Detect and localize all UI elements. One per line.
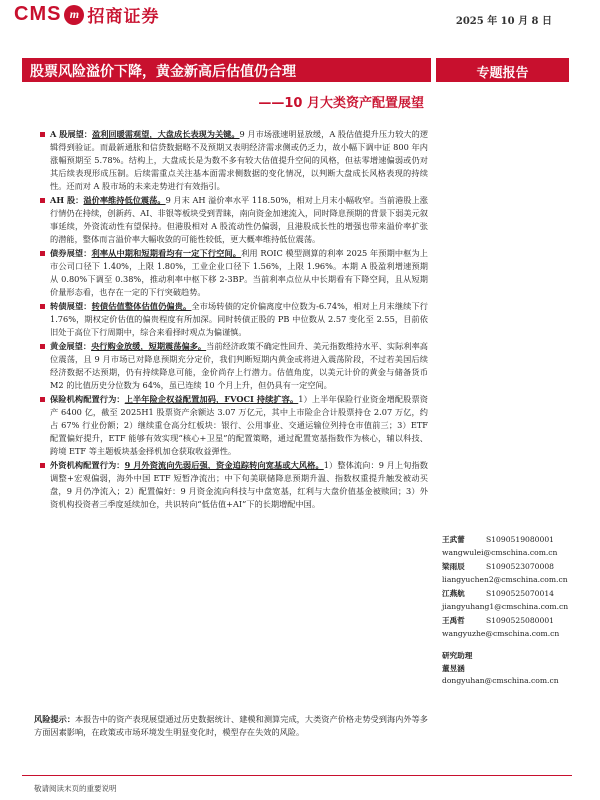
risk-head: 风险提示：: [34, 714, 76, 724]
section-lead: 盈利回暖需观望，大盘成长表现为关键。: [92, 129, 240, 139]
analyst-entry: [442, 561, 582, 586]
section-head: 黄金展望：: [50, 341, 92, 351]
section-gold: [50, 340, 428, 392]
section-a-share: [50, 128, 428, 193]
bullet-icon: [40, 198, 45, 203]
logo-chinese: 招商证券: [87, 7, 160, 27]
assistant-email: dongyuhan@cmschina.com.cn: [442, 676, 559, 685]
analyst-name: 梁雨辰: [442, 562, 465, 571]
cms-logo: [14, 2, 159, 27]
bullet-icon: [40, 344, 45, 349]
section-lead: 9 月外资流向先弱后强，资金追踪转向宽基或大风格。: [124, 460, 324, 470]
analyst-email: liangyuchen2@cmschina.com.cn: [442, 574, 568, 584]
section-lead: 央行购金放缓，短期震荡偏多。: [91, 341, 207, 351]
footer-note: 敬请阅读末页的重要说明: [34, 784, 117, 793]
section-body: 利用 ROIC 模型测算的利率 2025 年预期中枢为上市公司口径下 1.40%，上限 1.80%，工业企业口径下 1.56%，上限 1.96%。本期 A 股盈利增速预期从 0.80%下调至 0.38%，推动利率中枢下移 2-3BP。当前利率点位从中长期看有下降空间，且从短期价量形态看，也存在一定的下行突破趋势。: [50, 248, 428, 297]
logo-mark-icon: m: [64, 5, 84, 25]
bullet-icon: [40, 304, 45, 309]
section-insurance: [50, 393, 428, 458]
section-head: 外资机构配置行为：: [50, 460, 125, 470]
footer-divider: [22, 775, 572, 776]
bullet-icon: [40, 132, 45, 137]
analyst-entry: [442, 588, 582, 613]
analyst-panel: [442, 534, 582, 688]
report-subtitle: ——10 月大类资产配置展望: [258, 96, 424, 111]
assistant-title: 研究助理: [442, 651, 473, 660]
section-head: 保险机构配置行为：: [50, 394, 125, 404]
bullet-icon: [40, 463, 45, 468]
analyst-entry: [442, 615, 582, 640]
title-bar: [22, 58, 431, 82]
summary-body: [50, 128, 428, 512]
report-type: 专题报告: [476, 66, 529, 81]
analyst-name: 王禹哲: [442, 616, 465, 625]
bullet-icon: [40, 251, 45, 256]
section-head: 转债展望：: [50, 301, 92, 311]
bullet-icon: [40, 397, 45, 402]
section-lead: 上半年险企权益配置加码，FVOCI 持续扩容。: [124, 394, 299, 404]
section-ah-share: [50, 194, 428, 246]
section-body: 当前经济政策不确定性回升、美元指数维持水平、实际利率高位震荡，且 9 月市场已对降息预期充分定价，我们判断短期内黄金或将进入震荡阶段，不过若美国后续经济数据不达预期，仍有持续降息可能，金价尚存上行潜力。估值角度，以美元计价的黄金与储备货币 M2 的比值历史分位数为 64%，虽已连续 10 个月上升，但仍具有一定空间。: [50, 341, 428, 390]
analyst-email: wangyuzhe@cmschina.com.cn: [442, 628, 560, 638]
analyst-cert: S1090523070008: [486, 562, 555, 571]
analyst-email: jiangyuhang1@cmschina.com.cn: [442, 601, 569, 611]
section-body: 1）整体流向：9 月上旬指数调整+宏观偏弱，海外中国 ETF 短暂净流出；中下旬美联储降息预期升温、指数权重提升触发被动买盘，9 月仍净流入；2）配置偏好：9 月资金流向科技与中盘宽基，红利与大盘价值基金被赎回；3）外资机构投资者三季度延续加仓，共识转向“低估值+AI”下的长期增配中国。: [50, 460, 428, 509]
section-lead: 转债估值整体估值仍偏贵。: [91, 301, 192, 311]
section-body: 全市场转债的定价偏离度中位数为-6.74%，相对上月末继续下行 1.76%，期权定价估值的偏贵程度有所加深。同时转债正股的 PB 中位数从 2.57 变化至 2.55，目前依旧处于高位下行周期中，综合来看择时观点为偏谨慎。: [50, 301, 428, 337]
section-body: 1）上半年保险行业资金增配股票资产 6400 亿，截至 2025H1 股票资产余额达 3.07 万亿元，其中上市险企合计股票持仓 2.07 万亿，约占 67% 行业份额；2）继续重仓高分红板块：银行、公用事业、交通运输位列持仓市值前三；3）ETF 配置偏好提升，ETF 能够有效实现“核心+卫星”的配置策略，通过配置宽基指数作为核心，辅以科技、跨境 ETF 等主题板块基金择机加仓获取收益弹性。: [50, 394, 428, 456]
section-head: 债券展望：: [50, 248, 92, 258]
report-header: [0, 0, 600, 50]
section-bonds: [50, 247, 428, 299]
section-head: AH 股：: [50, 195, 84, 205]
assistant-name: 董昱涵: [442, 663, 465, 673]
section-body: 9 月末 AH 溢价率水平 118.50%，相对上月末小幅收窄。当前港股上涨行情仍在持续，创新药、AI、非银等板块受到青睐，南向资金加速流入，同时降息预期的背景下弱美元叙事延续，外资流动性有望保持。但港股相对 A 股流动性仍偏弱，且港股成长性的增强也带来溢价率扩张的潜能，整体而言溢价率大幅收敛的可能性较低，更大概率维持低位震荡。: [50, 195, 428, 244]
analyst-name: 江燕航: [442, 589, 465, 598]
risk-body: 本报告中的资产表现展望通过历史数据统计、建模和测算完成，大类资产价格走势受到海内外等多方面因素影响，在政策或市场环境发生明显变化时，模型存在失效的风险。: [34, 714, 428, 737]
analyst-email: wangwulei@cmschina.com.cn: [442, 547, 558, 557]
section-head: A 股展望：: [50, 129, 92, 139]
section-foreign: [50, 459, 428, 511]
section-lead: 利率从中期和短期看均有一定下行空间。: [91, 248, 242, 258]
analyst-cert: S1090525080001: [486, 616, 555, 625]
analyst-entry: [442, 534, 582, 559]
report-title: 股票风险溢价下降，黄金新高后估值仍合理: [30, 64, 296, 80]
risk-warning: [34, 713, 428, 739]
section-body: 9 月市场涨速明显放缓，A 股估值提升压力较大的逻辑得到验证。而最新通胀和信贷数据略不及预期又表明经济需求侧或仍乏力，故小幅下调中证 800 年内涨幅预期至 5.78%。结构上，大盘成长是为数不多有较大估值提升空间的风格，但祛零增速偏弱或仍对其后续表现形成压制。后续需重点关注基本面需求侧数据的变化情况，以判断大盘成长风格表现的持续性。还而对 A 股市场的未来走势进行有效指引。: [50, 129, 429, 191]
logo-latin: CMS: [14, 3, 62, 25]
section-convertibles: [50, 300, 428, 339]
report-date: 2025 年 10 月 8 日: [455, 16, 552, 27]
analyst-cert: S1090519080001: [486, 535, 555, 544]
analyst-cert: S1090525070014: [486, 589, 555, 598]
section-lead: 溢价率维持低位震荡。: [83, 195, 166, 205]
analyst-name: 王武蕾: [442, 535, 465, 544]
report-type-bar: [436, 58, 569, 82]
